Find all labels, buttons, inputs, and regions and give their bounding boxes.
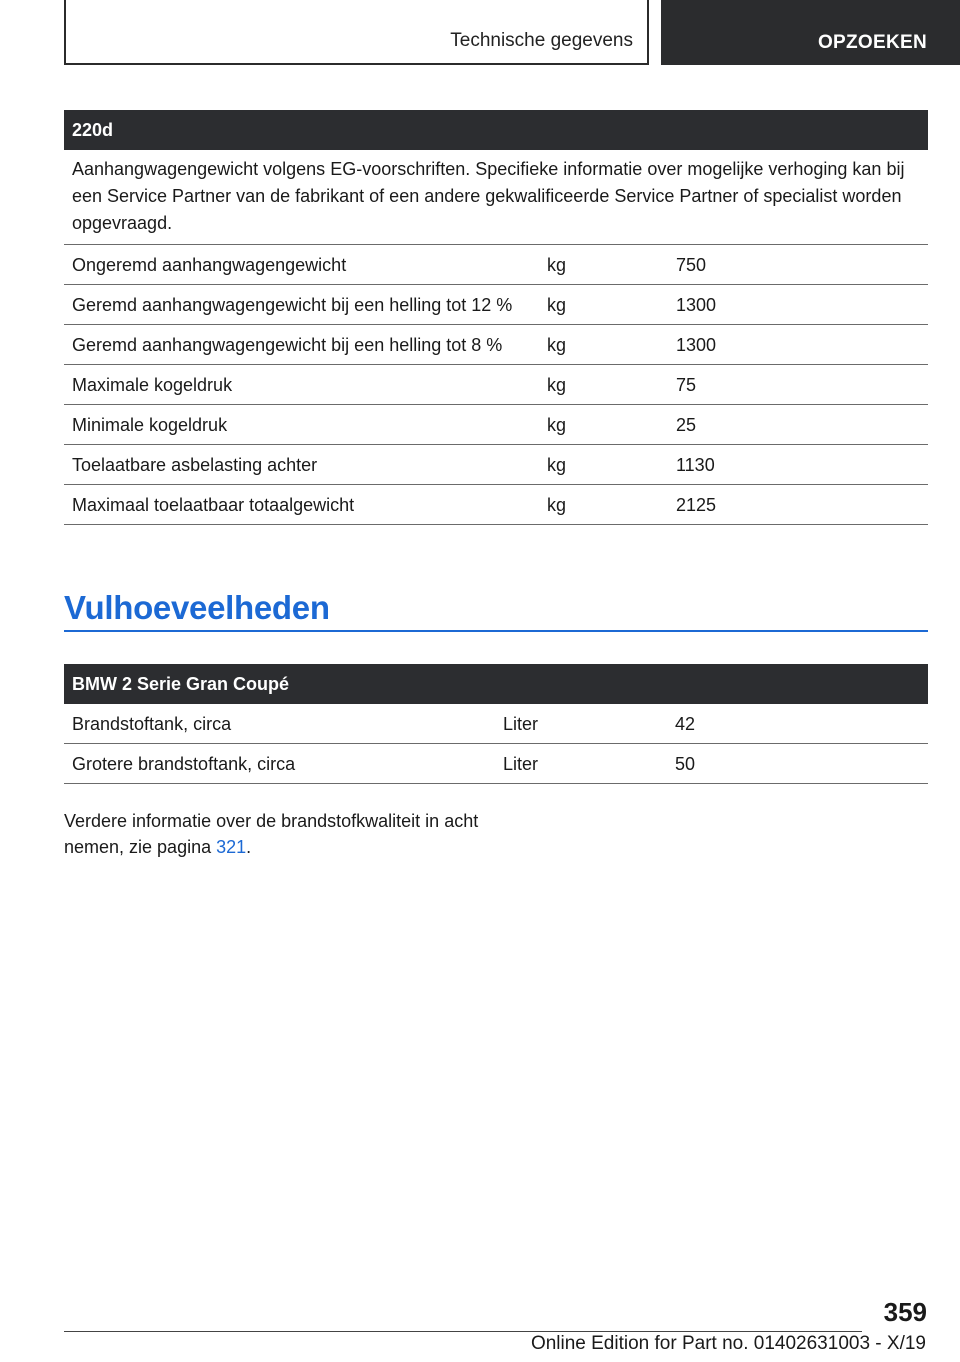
chapter-tab-label: OPZOEKEN — [817, 32, 927, 53]
chapter-tab[interactable] — [661, 0, 960, 65]
row-unit: kg — [547, 335, 567, 355]
table-row — [64, 405, 928, 445]
row-unit: kg — [547, 295, 567, 315]
row-value: 75 — [676, 375, 697, 395]
row-label: Geremd aanhangwagengewicht bij een helling tot 8 % — [72, 335, 503, 355]
trailer-weights-table — [64, 110, 928, 525]
row-value: 1130 — [676, 455, 715, 475]
section-tab-label: Technische gegevens — [450, 30, 633, 51]
table-row — [64, 365, 928, 405]
row-unit: kg — [547, 455, 567, 475]
info-paragraph — [64, 808, 484, 860]
fuel-capacity-table — [64, 664, 928, 784]
row-label: Brandstoftank, circa — [72, 714, 232, 734]
table-row — [64, 245, 928, 285]
row-value: 1300 — [676, 295, 717, 315]
row-label: Toelaatbare asbelasting achter — [72, 455, 318, 475]
table-row — [64, 704, 928, 744]
row-unit: kg — [547, 495, 567, 515]
row-label: Geremd aanhangwagengewicht bij een helling tot 12 % — [72, 295, 513, 315]
table-note: Aanhangwagengewicht volgens EG-voorschriften. Specifieke informatie over mogelijke verhoging kan bij een Service Partner van de fabrikant of een andere gekwalificeerde Service Partner of specialist worden opgevraagd. — [64, 150, 928, 245]
row-unit: kg — [547, 375, 567, 395]
footer-divider — [64, 1331, 862, 1332]
row-unit: Liter — [503, 754, 539, 774]
row-unit: Liter — [503, 714, 539, 734]
row-label: Ongeremd aanhangwagengewicht — [72, 255, 347, 275]
section-tab[interactable] — [64, 0, 649, 65]
row-label: Minimale kogeldruk — [72, 415, 228, 435]
row-label: Maximaal toelaatbaar totaalgewicht — [72, 495, 355, 515]
table-header: BMW 2 Serie Gran Coupé — [64, 664, 928, 704]
row-value: 750 — [676, 255, 707, 275]
row-value: 50 — [675, 754, 696, 774]
row-label: Grotere brandstoftank, circa — [72, 754, 296, 774]
table-row — [64, 744, 928, 784]
footer-edition: Online Edition for Part no. 01402631003 - X/19 — [530, 1333, 926, 1354]
page-number: 359 — [883, 1297, 927, 1327]
row-value: 1300 — [676, 335, 717, 355]
row-value: 25 — [676, 415, 697, 435]
row-unit: kg — [547, 255, 567, 275]
row-value: 42 — [675, 714, 696, 734]
row-label: Maximale kogeldruk — [72, 375, 233, 395]
table-header: 220d — [64, 110, 928, 150]
row-value: 2125 — [676, 495, 717, 515]
table-row — [64, 485, 928, 525]
page-link[interactable]: 321 — [216, 837, 247, 857]
table-row — [64, 445, 928, 485]
info-text: Verdere informatie over de brandstofkwaliteit in acht nemen, zie pagina — [64, 811, 479, 857]
info-end: . — [246, 837, 252, 857]
table-row — [64, 285, 928, 325]
table-row — [64, 325, 928, 365]
section-title: Vulhoeveelheden — [64, 586, 928, 632]
row-unit: kg — [547, 415, 567, 435]
